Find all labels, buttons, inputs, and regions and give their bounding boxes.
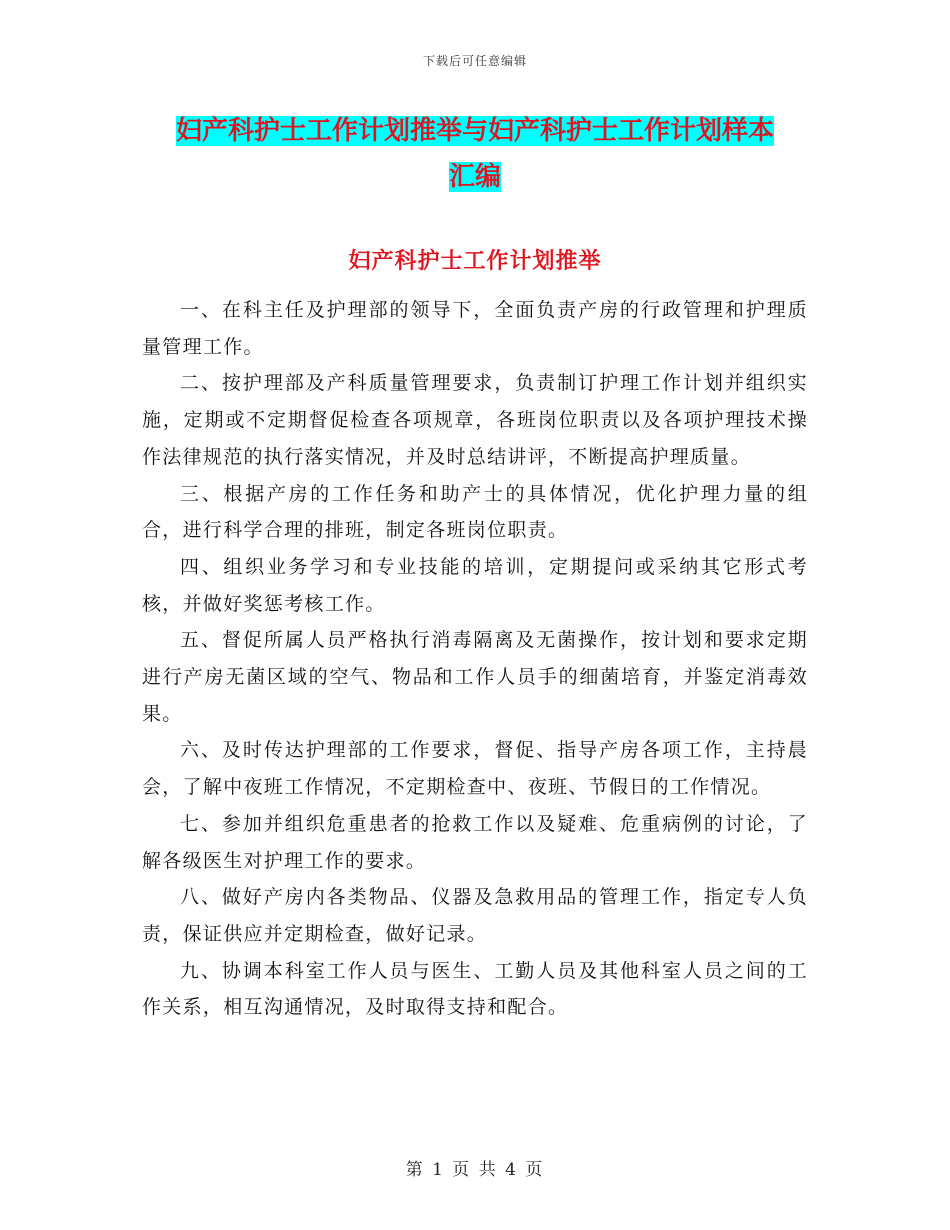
- paragraph-9: 九、协调本科室工作人员与医生、工勤人员及其他科室人员之间的工作关系，相互沟通情况，及时取得支持和配合。: [142, 959, 808, 1019]
- paragraph-8: 八、做好产房内各类物品、仪器及急救用品的管理工作，指定专人负责，保证供应并定期检查，做好记录。: [142, 886, 808, 945]
- paragraph-6: 六、及时传达护理部的工作要求，督促、指导产房各项工作，主持晨会，了解中夜班工作情况，不定期检查中、夜班、节假日的工作情况。: [142, 739, 808, 799]
- section-title: 妇产科护士工作计划推举: [348, 249, 602, 274]
- paragraph-4: 四、组织业务学习和专业技能的培训，定期提问或采纳其它形式考核，并做好奖惩考核工作。: [142, 555, 808, 615]
- document-title-line-1: 妇产科护士工作计划推举与妇产科护士工作计划样本: [175, 116, 774, 146]
- document-body: [142, 292, 808, 1026]
- paragraph-7: 七、参加并组织危重患者的抢救工作以及疑难、危重病例的讨论，了解各级医生对护理工作的要求。: [142, 812, 808, 872]
- header-note: 下载后可任意编辑: [422, 54, 527, 68]
- paragraph-1: 一、在科主任及护理部的领导下，全面负责产房的行政管理和护理质量管理工作。: [142, 299, 808, 358]
- paragraph-3: 三、根据产房的工作任务和助产士的具体情况，优化护理力量的组合，进行科学合理的排班，制定各班岗位职责。: [142, 482, 808, 542]
- paragraph-2: 二、按护理部及产科质量管理要求，负责制订护理工作计划并组织实施，定期或不定期督促检查各项规章，各班岗位职责以及各项护理技术操作法律规范的执行落实情况，并及时总结讲评，不断提高护理质量。: [142, 372, 808, 468]
- page-number-footer: 第 1 页 共 4 页: [405, 1160, 545, 1180]
- paragraph-5: 五、督促所属人员严格执行消毒隔离及无菌操作，按计划和要求定期进行产房无菌区域的空气、物品和工作人员手的细菌培育，并鉴定消毒效果。: [142, 629, 808, 725]
- document-title-line-2: 汇编: [448, 162, 501, 192]
- document-title: [150, 108, 800, 200]
